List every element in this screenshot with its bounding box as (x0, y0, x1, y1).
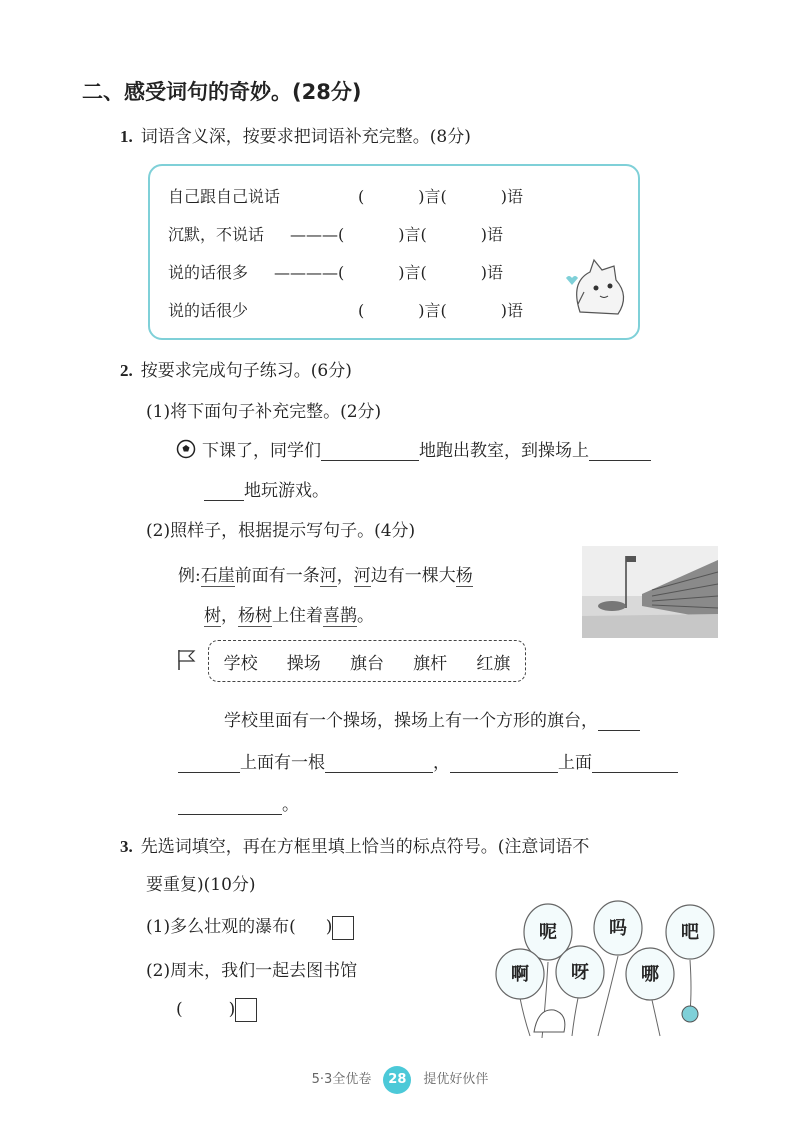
answer-line2 (178, 748, 678, 773)
question-3 (120, 832, 589, 857)
idiom-blank[interactable]: ————( )言( )语 (274, 263, 503, 282)
hint-word: 旗杆 (413, 653, 448, 674)
answer-line1 (224, 706, 640, 731)
hedgehog-illustration (534, 1010, 565, 1032)
footer-left: 5·3全优卷 (311, 1072, 372, 1087)
question-2 (120, 356, 352, 381)
hint-word: 操场 (286, 653, 321, 674)
question-text: 按要求完成句子练习。(6分) (140, 361, 352, 381)
idiom-row (168, 298, 248, 321)
sub-question-label: (2)照样子，根据提示写句子。(4分) (146, 521, 416, 541)
ball-icon (176, 439, 196, 459)
question-text: 先选词填空，再在方框里填上恰当的标点符号。(注意词语不 (140, 837, 590, 857)
punctuation-box[interactable] (235, 998, 257, 1022)
idiom-row (168, 260, 248, 283)
hint-word: 红旗 (476, 653, 511, 674)
idiom-box (148, 164, 640, 340)
balloon-word: 呢 (539, 922, 557, 943)
idiom-blank[interactable]: ———( )言( )语 (290, 225, 503, 244)
balloon-word: 吧 (681, 922, 699, 943)
question-1 (120, 122, 471, 147)
hint-words-box (208, 640, 526, 682)
q3-sentence-2: (2)周末，我们一起去图书馆 (146, 961, 358, 981)
idiom-blank[interactable]: ( )言( )语 (358, 301, 523, 320)
question-number: 2. (120, 361, 133, 380)
answer-text: 上面有一根 (240, 753, 325, 773)
idiom-meaning: 沉默，不说话 (168, 225, 265, 244)
idiom-meaning: 说的话很少 (168, 301, 249, 320)
answer-text: 。 (282, 795, 299, 815)
idiom-blank[interactable]: ( )言( )语 (358, 187, 523, 206)
idiom-row (168, 222, 264, 245)
idiom-row (168, 184, 280, 207)
hint-word: 学校 (223, 653, 258, 674)
balloon-word: 吗 (609, 918, 627, 939)
balloon (496, 901, 714, 1000)
question-3-cont: 要重复)(10分) (146, 875, 256, 895)
answer-text: 学校里面有一个操场，操场上有一个方形的旗台， (224, 711, 598, 731)
answer-line3 (178, 790, 299, 815)
sub-question-label: (1)将下面句子补充完整。(2分) (146, 402, 382, 422)
sentence-part: 下课了，同学们 (202, 441, 321, 461)
q3-sentence-1: (1)多么壮观的瀑布( ) (146, 912, 354, 940)
sentence-part: 地跑出教室，到操场上 (419, 441, 589, 461)
page-number: 28 (383, 1066, 411, 1094)
idiom-meaning: 说的话很多 (168, 263, 249, 282)
answer-blank[interactable] (321, 440, 419, 461)
question-number: 3. (120, 837, 133, 856)
footer-right: 提优好伙伴 (423, 1072, 489, 1087)
fill-sentence-line2 (204, 476, 329, 501)
section-title: 二、感受词句的奇妙。(28分) (82, 80, 362, 104)
q3-sentence-2-blank: ( ) (176, 998, 257, 1022)
answer-blank[interactable] (589, 440, 651, 461)
word-balloons (494, 900, 724, 1040)
answer-text: 上面 (558, 753, 592, 773)
sentence-part: 地玩游戏。 (244, 481, 329, 501)
answer-blank[interactable] (204, 480, 244, 501)
answer-blank[interactable] (598, 710, 640, 731)
idiom-meaning: 自己跟自己说话 (168, 187, 281, 206)
answer-blank[interactable] (178, 752, 240, 773)
flag-icon (176, 648, 198, 672)
question-number: 1. (120, 127, 133, 146)
balloon-word: 呀 (571, 962, 589, 983)
answer-blank[interactable] (592, 752, 678, 773)
example-sentence: 例:石崖前面有一条河，河边有一棵大杨 树，杨树上住着喜鹊。 (178, 566, 473, 626)
fill-sentence-line1 (176, 436, 651, 461)
question-text: 词语含义深，按要求把词语补充完整。(8分) (140, 127, 471, 147)
cat-illustration (560, 252, 636, 322)
answer-blank[interactable] (450, 752, 558, 773)
answer-blank[interactable] (178, 794, 282, 815)
answer-text: ， (433, 753, 450, 773)
hint-word: 旗台 (349, 653, 384, 674)
balloon-word: 哪 (641, 964, 659, 985)
balloon-word: 啊 (511, 964, 529, 985)
school-photo (582, 546, 718, 638)
page-footer (0, 1066, 800, 1094)
small-ball-icon (682, 1006, 698, 1022)
answer-blank[interactable] (325, 752, 433, 773)
punctuation-box[interactable] (332, 916, 354, 940)
